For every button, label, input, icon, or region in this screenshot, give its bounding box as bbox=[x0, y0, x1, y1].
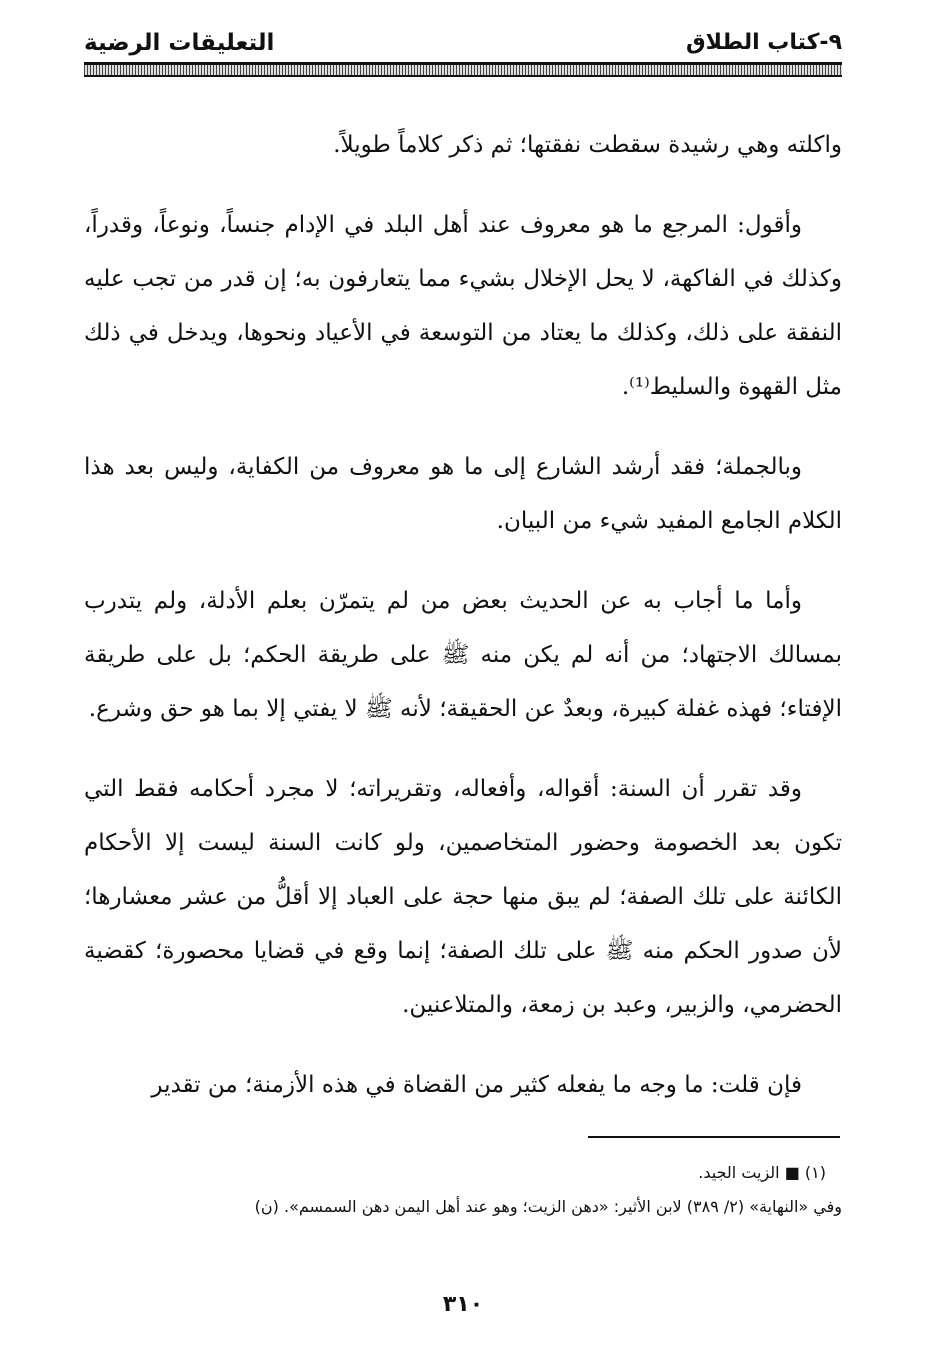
paragraph-1: واكلته وهي رشيدة سقطت نفقتها؛ ثم ذكر كلاماً طويلاً. bbox=[333, 132, 842, 158]
footnote-2: وفي «النهاية» (٢/ ٣٨٩) لابن الأثير: «دهن الزيت؛ وهو عند أهل اليمن دهن السمسم». (ن) bbox=[254, 1197, 842, 1216]
body-text bbox=[84, 118, 842, 1138]
paragraph-2: وأقول: المرجع ما هو معروف عند أهل البلد في الإدام جنساً، ونوعاً، وقدراً، وكذلك في الفاكهة، لا يحل الإخلال بشيء مما يتعارفون به؛ إن قدر من تجب عليه النفقة على ذلك، وكذلك ما يعتاد من التوسعة في الأعياد ونحوها، ويدخل في ذلك مثل القهوة والسليط⁽¹⁾. bbox=[84, 212, 842, 400]
footnotes bbox=[84, 1156, 842, 1224]
footnote-separator bbox=[588, 1136, 840, 1138]
running-header bbox=[84, 30, 842, 62]
footnote-1: (١) ■ الزيت الجيد. bbox=[698, 1163, 826, 1182]
chapter-title: ٩-كتاب الطلاق bbox=[686, 30, 842, 55]
page-number: ٣١٠ bbox=[442, 1292, 484, 1317]
paragraph-3: وبالجملة؛ فقد أرشد الشارع إلى ما هو معروف من الكفاية، وليس بعد هذا الكلام الجامع المفيد شيء من البيان. bbox=[84, 454, 842, 534]
paragraph-5: وقد تقرر أن السنة: أقواله، وأفعاله، وتقريراته؛ لا مجرد أحكامه فقط التي تكون بعد الخصومة وحضور المتخاصمين، ولو كانت السنة ليست إلا الأحكام الكائنة على تلك الصفة؛ لم يبق منها حجة على العباد إلا أقلُّ من عشر معشارها؛ لأن صدور الحكم منه ﷺ على تلك الصفة؛ إنما وقع في قضايا محصورة؛ كقضية الحضرمي، والزبير، وعبد بن زمعة، والمتلاعنين. bbox=[84, 776, 842, 1018]
paragraph-4: وأما ما أجاب به عن الحديث بعض من لم يتمرّن بعلم الأدلة، ولم يتدرب بمسالك الاجتهاد؛ من أنه لم يكن منه ﷺ على طريقة الحكم؛ بل على طريقة الإفتاء؛ فهذه غفلة كبيرة، وبعدٌ عن الحقيقة؛ لأنه ﷺ لا يفتي إلا بما هو حق وشرع. bbox=[84, 588, 842, 722]
book-title: التعليقات الرضية bbox=[84, 30, 275, 56]
paragraph-6: فإن قلت: ما وجه ما يفعله كثير من القضاة في هذه الأزمنة؛ من تقدير bbox=[151, 1072, 802, 1098]
header-rule bbox=[84, 62, 842, 77]
